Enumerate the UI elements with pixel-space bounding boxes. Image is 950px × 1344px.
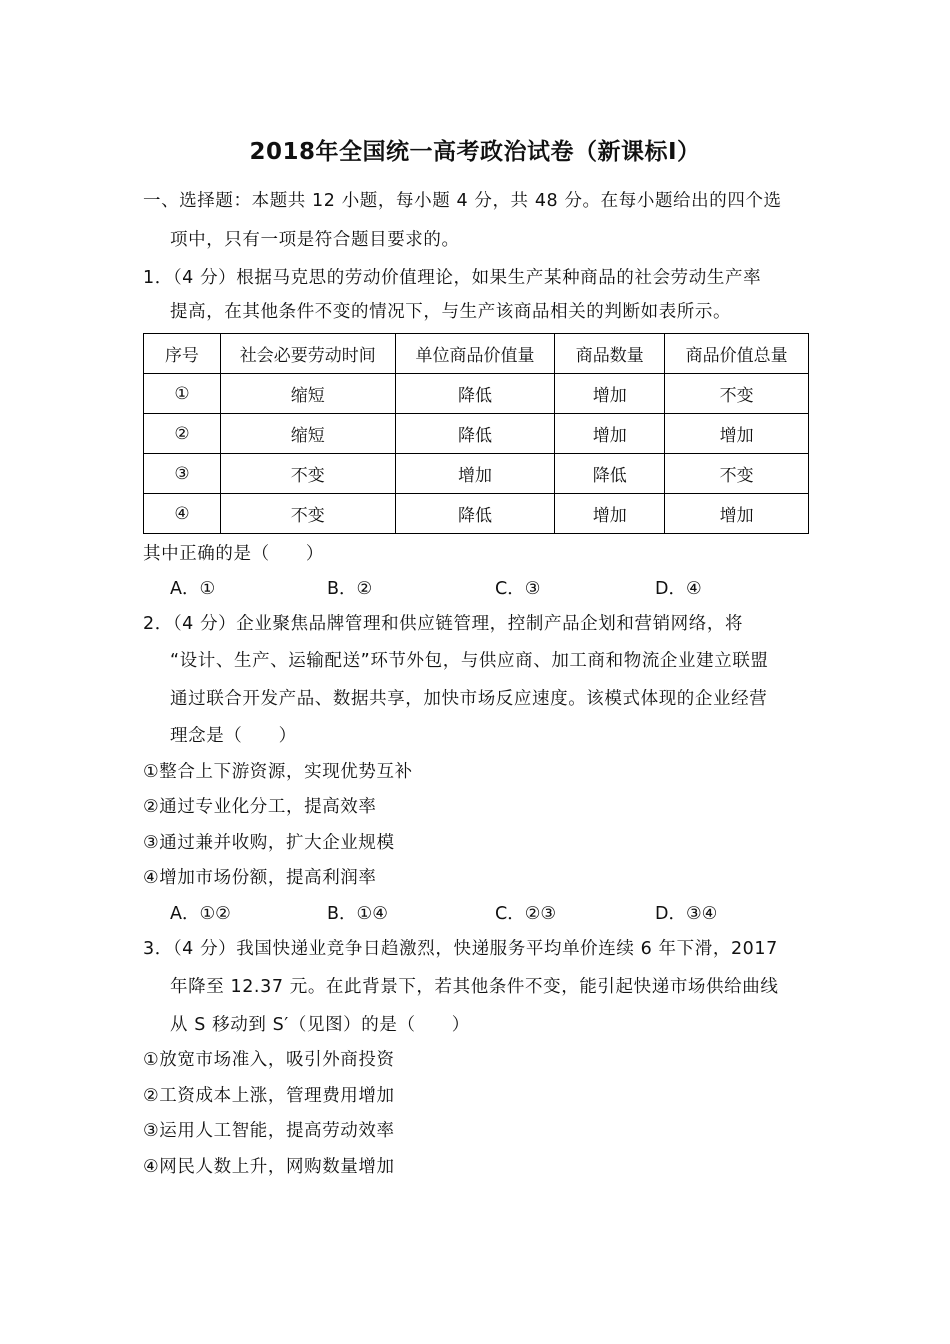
- table-cell: 增加: [395, 454, 555, 494]
- section-heading-cont: 项中，只有一项是符合题目要求的。: [170, 230, 460, 250]
- section-heading: 一、选择题：本题共 12 小题，每小题 4 分，共 48 分。在每小题给出的四个选: [143, 191, 782, 211]
- q1-stem: 1．（4 分）根据马克思的劳动价值理论，如果生产某种商品的社会劳动生产率: [143, 268, 762, 288]
- q3-item: ①放宽市场准入，吸引外商投资: [143, 1050, 395, 1070]
- q3-item: ②工资成本上涨，管理费用增加: [143, 1086, 395, 1106]
- table-cell: 缩短: [220, 414, 395, 454]
- table-row: [144, 494, 809, 534]
- table-cell: 增加: [555, 494, 665, 534]
- table-header-cell: 单位商品价值量: [395, 334, 555, 374]
- table-cell: ①: [144, 374, 221, 414]
- q3-stem-cont: 从 S 移动到 S′（见图）的是（ ）: [170, 1015, 470, 1035]
- table-cell: 不变: [665, 374, 809, 414]
- table-row: [144, 414, 809, 454]
- table-cell: 增加: [665, 414, 809, 454]
- q2-option-b: B．①④: [327, 904, 388, 924]
- q1-stem-end: 其中正确的是（ ）: [143, 544, 324, 564]
- table-cell: 增加: [665, 494, 809, 534]
- table-row: [144, 374, 809, 414]
- table-cell: 不变: [220, 494, 395, 534]
- q1-stem-cont: 提高，在其他条件不变的情况下，与生产该商品相关的判断如表所示。: [170, 302, 732, 322]
- q1-option-c: C．③: [495, 579, 541, 599]
- page-title: 2018年全国统一高考政治试卷（新课标Ⅰ）: [249, 139, 701, 165]
- table-header-cell: 商品价值总量: [665, 334, 809, 374]
- table-row: [144, 454, 809, 494]
- q2-option-d: D．③④: [655, 904, 718, 924]
- table-cell: ②: [144, 414, 221, 454]
- q1-option-b: B．②: [327, 579, 373, 599]
- q2-stem-cont: 通过联合开发产品、数据共享，加快市场反应速度。该模式体现的企业经营: [170, 689, 768, 709]
- q3-stem-cont: 年降至 12.37 元。在此背景下，若其他条件不变，能引起快递市场供给曲线: [170, 977, 779, 997]
- table-header-cell: 序号: [144, 334, 221, 374]
- table-header-row: [144, 334, 809, 374]
- table-cell: 降低: [395, 414, 555, 454]
- table-cell: 增加: [555, 414, 665, 454]
- q2-stem-cont: 理念是（ ）: [170, 726, 297, 746]
- q2-item: ④增加市场份额，提高利润率: [143, 868, 377, 888]
- table-cell: 不变: [220, 454, 395, 494]
- q2-item: ②通过专业化分工，提高效率: [143, 797, 377, 817]
- table-cell: 降低: [395, 494, 555, 534]
- q2-item: ①整合上下游资源，实现优势互补: [143, 762, 413, 782]
- q1-option-a: A．①: [170, 579, 216, 599]
- table-cell: 降低: [555, 454, 665, 494]
- q1-table: [143, 333, 809, 534]
- q2-stem: 2．（4 分）企业聚焦品牌管理和供应链管理，控制产品企划和营销网络，将: [143, 614, 744, 634]
- table-cell: ③: [144, 454, 221, 494]
- q1-option-d: D．④: [655, 579, 702, 599]
- q2-option-a: A．①②: [170, 904, 231, 924]
- table-cell: 增加: [555, 374, 665, 414]
- table-header-cell: 社会必要劳动时间: [220, 334, 395, 374]
- q3-item: ③运用人工智能，提高劳动效率: [143, 1121, 395, 1141]
- q2-option-c: C．②③: [495, 904, 557, 924]
- q2-item: ③通过兼并收购，扩大企业规模: [143, 833, 395, 853]
- table-cell: 不变: [665, 454, 809, 494]
- table-header-cell: 商品数量: [555, 334, 665, 374]
- q3-item: ④网民人数上升，网购数量增加: [143, 1157, 395, 1177]
- q2-stem-cont: “设计、生产、运输配送”环节外包，与供应商、加工商和物流企业建立联盟: [170, 651, 769, 671]
- table-cell: 缩短: [220, 374, 395, 414]
- table-cell: 降低: [395, 374, 555, 414]
- table-cell: ④: [144, 494, 221, 534]
- q3-stem: 3．（4 分）我国快递业竞争日趋激烈，快递服务平均单价连续 6 年下滑，2017: [143, 939, 778, 959]
